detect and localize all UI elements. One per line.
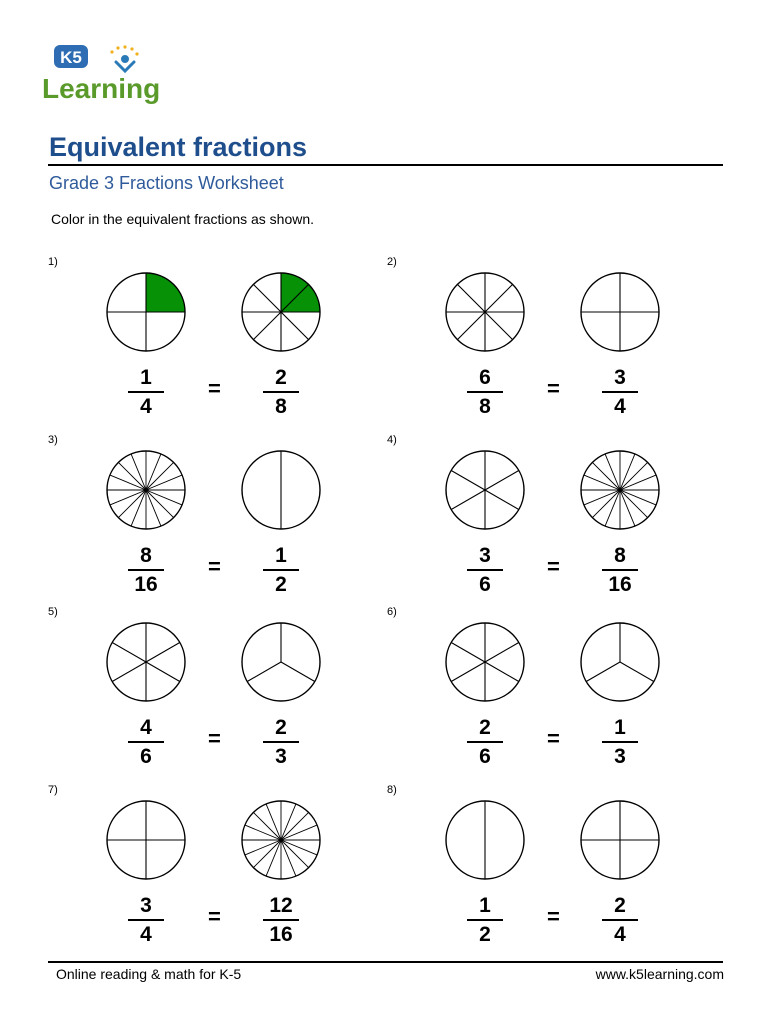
numerator: 3 [479,544,491,567]
left-fraction-circle[interactable] [104,798,188,882]
fraction-bar [467,569,503,571]
header-divider [48,164,723,166]
slice-divider [620,462,648,490]
denominator: 4 [140,395,152,418]
slice-divider [451,471,485,491]
left-fraction [465,366,505,419]
left-fraction [465,894,505,947]
right-circle-graphic [239,620,323,704]
fraction-bar [128,569,164,571]
right-fraction-circle[interactable] [239,620,323,704]
k5-learning-logo-graphic [42,42,182,106]
left-circle-graphic [443,798,527,882]
page-title: Equivalent fractions [49,132,308,162]
instructions-text: Color in the equivalent fractions as shown. [51,211,315,227]
right-fraction-circle[interactable] [239,270,323,354]
slice-divider [620,662,654,682]
slice-divider [253,840,281,868]
denominator: 4 [614,395,626,418]
k5-learning-logo[interactable] [42,42,182,106]
logo-badge-text: K5 [60,48,82,67]
left-circle-graphic [104,798,188,882]
problem-number: 1) [48,256,58,268]
fraction-bar [602,569,638,571]
numerator: 8 [614,544,626,567]
denominator: 6 [140,745,152,768]
problem-1 [48,256,368,426]
logo-stars-icon [110,45,138,55]
denominator: 4 [140,923,152,946]
slice-divider [592,462,620,490]
denominator: 8 [275,395,287,418]
right-circle-graphic [578,270,662,354]
numerator: 1 [479,894,491,917]
slice-divider [620,490,648,518]
slice-divider [118,462,146,490]
numerator: 8 [140,544,152,567]
equals-sign: = [208,726,221,751]
left-fraction-circle[interactable] [443,270,527,354]
right-circle-graphic [239,448,323,532]
right-fraction-circle[interactable] [578,620,662,704]
equals-sign: = [208,554,221,579]
right-fraction-circle[interactable] [578,270,662,354]
slice-divider [485,471,519,491]
left-fraction [126,894,166,947]
problem-number: 6) [387,606,397,618]
slice-divider [485,643,519,663]
right-circle-graphic [578,448,662,532]
left-circle-graphic [443,270,527,354]
numerator: 4 [140,716,152,739]
equals-sign: = [208,376,221,401]
fraction-bar [128,919,164,921]
slice-divider [485,662,519,682]
slice-divider [146,643,180,663]
left-fraction [126,366,166,419]
slice-divider [118,490,146,518]
problem-8 [387,784,707,954]
slice-divider [457,312,485,340]
denominator: 2 [479,923,491,946]
fraction-bar [467,919,503,921]
right-circle-graphic [578,620,662,704]
numerator: 3 [614,366,626,389]
slice-divider [281,312,309,340]
slice-divider [485,490,519,510]
footer-divider [48,961,723,963]
slice-divider [253,312,281,340]
equals-sign: = [547,904,560,929]
right-fraction [600,716,640,769]
left-fraction [465,716,505,769]
denominator: 16 [608,573,632,596]
logo-wordmark: Learning [42,73,161,104]
slice-divider [281,840,309,868]
numerator: 2 [479,716,491,739]
logo-figure-icon [116,55,134,71]
fraction-bar [128,741,164,743]
slice-divider [112,662,146,682]
worksheet-subtitle: Grade 3 Fractions Worksheet [49,173,284,193]
fraction-bar [602,919,638,921]
right-circle-graphic [239,270,323,354]
slice-divider [485,284,513,312]
denominator: 3 [275,745,287,768]
left-circle-graphic [104,270,188,354]
slice-divider [451,490,485,510]
left-fraction-circle[interactable] [443,448,527,532]
slice-divider [247,662,281,682]
left-fraction-circle[interactable] [443,620,527,704]
denominator: 16 [134,573,158,596]
numerator: 2 [275,716,287,739]
slice-divider [451,662,485,682]
equals-sign: = [208,904,221,929]
fraction-bar [263,741,299,743]
problem-2 [387,256,707,426]
right-fraction [261,716,301,769]
right-circle-graphic [239,798,323,882]
slice-divider [146,662,180,682]
problem-number: 7) [48,784,58,796]
left-circle-graphic [443,620,527,704]
denominator: 3 [614,745,626,768]
numerator: 1 [140,366,152,389]
left-fraction-circle[interactable] [443,798,527,882]
problem-number: 8) [387,784,397,796]
problem-6 [387,606,707,776]
problem-3 [48,434,368,604]
left-fraction [465,544,505,597]
fraction-bar [263,919,299,921]
slice-divider [457,284,485,312]
denominator: 4 [614,923,626,946]
problem-number: 2) [387,256,397,268]
equals-sign: = [547,376,560,401]
slice-divider [485,312,513,340]
fraction-bar [602,741,638,743]
numerator: 1 [275,544,287,567]
problem-5 [48,606,368,776]
problem-4 [387,434,707,604]
denominator: 16 [269,923,293,946]
left-fraction-circle[interactable] [104,270,188,354]
equals-sign: = [547,726,560,751]
left-circle-graphic [104,620,188,704]
left-fraction [126,716,166,769]
numerator: 6 [479,366,491,389]
problem-number: 4) [387,434,397,446]
numerator: 2 [614,894,626,917]
slice-divider [451,643,485,663]
denominator: 6 [479,745,491,768]
right-fraction [600,544,640,597]
slice-divider [146,490,174,518]
slice-divider [281,662,315,682]
right-circle-graphic [578,798,662,882]
numerator: 3 [140,894,152,917]
numerator: 1 [614,716,626,739]
right-fraction [261,894,301,947]
fraction-bar [467,391,503,393]
problem-number: 5) [48,606,58,618]
problem-7 [48,784,368,954]
right-fraction [600,366,640,419]
right-fraction-circle[interactable] [239,448,323,532]
problem-number: 3) [48,434,58,446]
right-fraction-circle[interactable] [239,798,323,882]
right-fraction [261,544,301,597]
left-fraction-circle[interactable] [104,448,188,532]
fraction-bar [263,569,299,571]
slice-divider [112,643,146,663]
footer-website-link[interactable]: www.k5learning.com [595,966,724,982]
slice-divider [146,462,174,490]
left-fraction-circle[interactable] [104,620,188,704]
slice-divider [586,662,620,682]
equals-sign: = [547,554,560,579]
numerator: 12 [269,894,293,917]
left-circle-graphic [443,448,527,532]
right-fraction [261,366,301,419]
left-circle-graphic [104,448,188,532]
fraction-bar [467,741,503,743]
right-fraction [600,894,640,947]
slice-divider [253,284,281,312]
right-fraction-circle[interactable] [578,448,662,532]
fraction-bar [263,391,299,393]
right-fraction-circle[interactable] [578,798,662,882]
slice-divider [592,490,620,518]
left-fraction [126,544,166,597]
slice-divider [253,812,281,840]
denominator: 6 [479,573,491,596]
numerator: 2 [275,366,287,389]
fraction-bar [128,391,164,393]
footer-tagline: Online reading & math for K-5 [56,966,242,982]
denominator: 8 [479,395,491,418]
fraction-bar [602,391,638,393]
slice-divider [281,812,309,840]
denominator: 2 [275,573,287,596]
